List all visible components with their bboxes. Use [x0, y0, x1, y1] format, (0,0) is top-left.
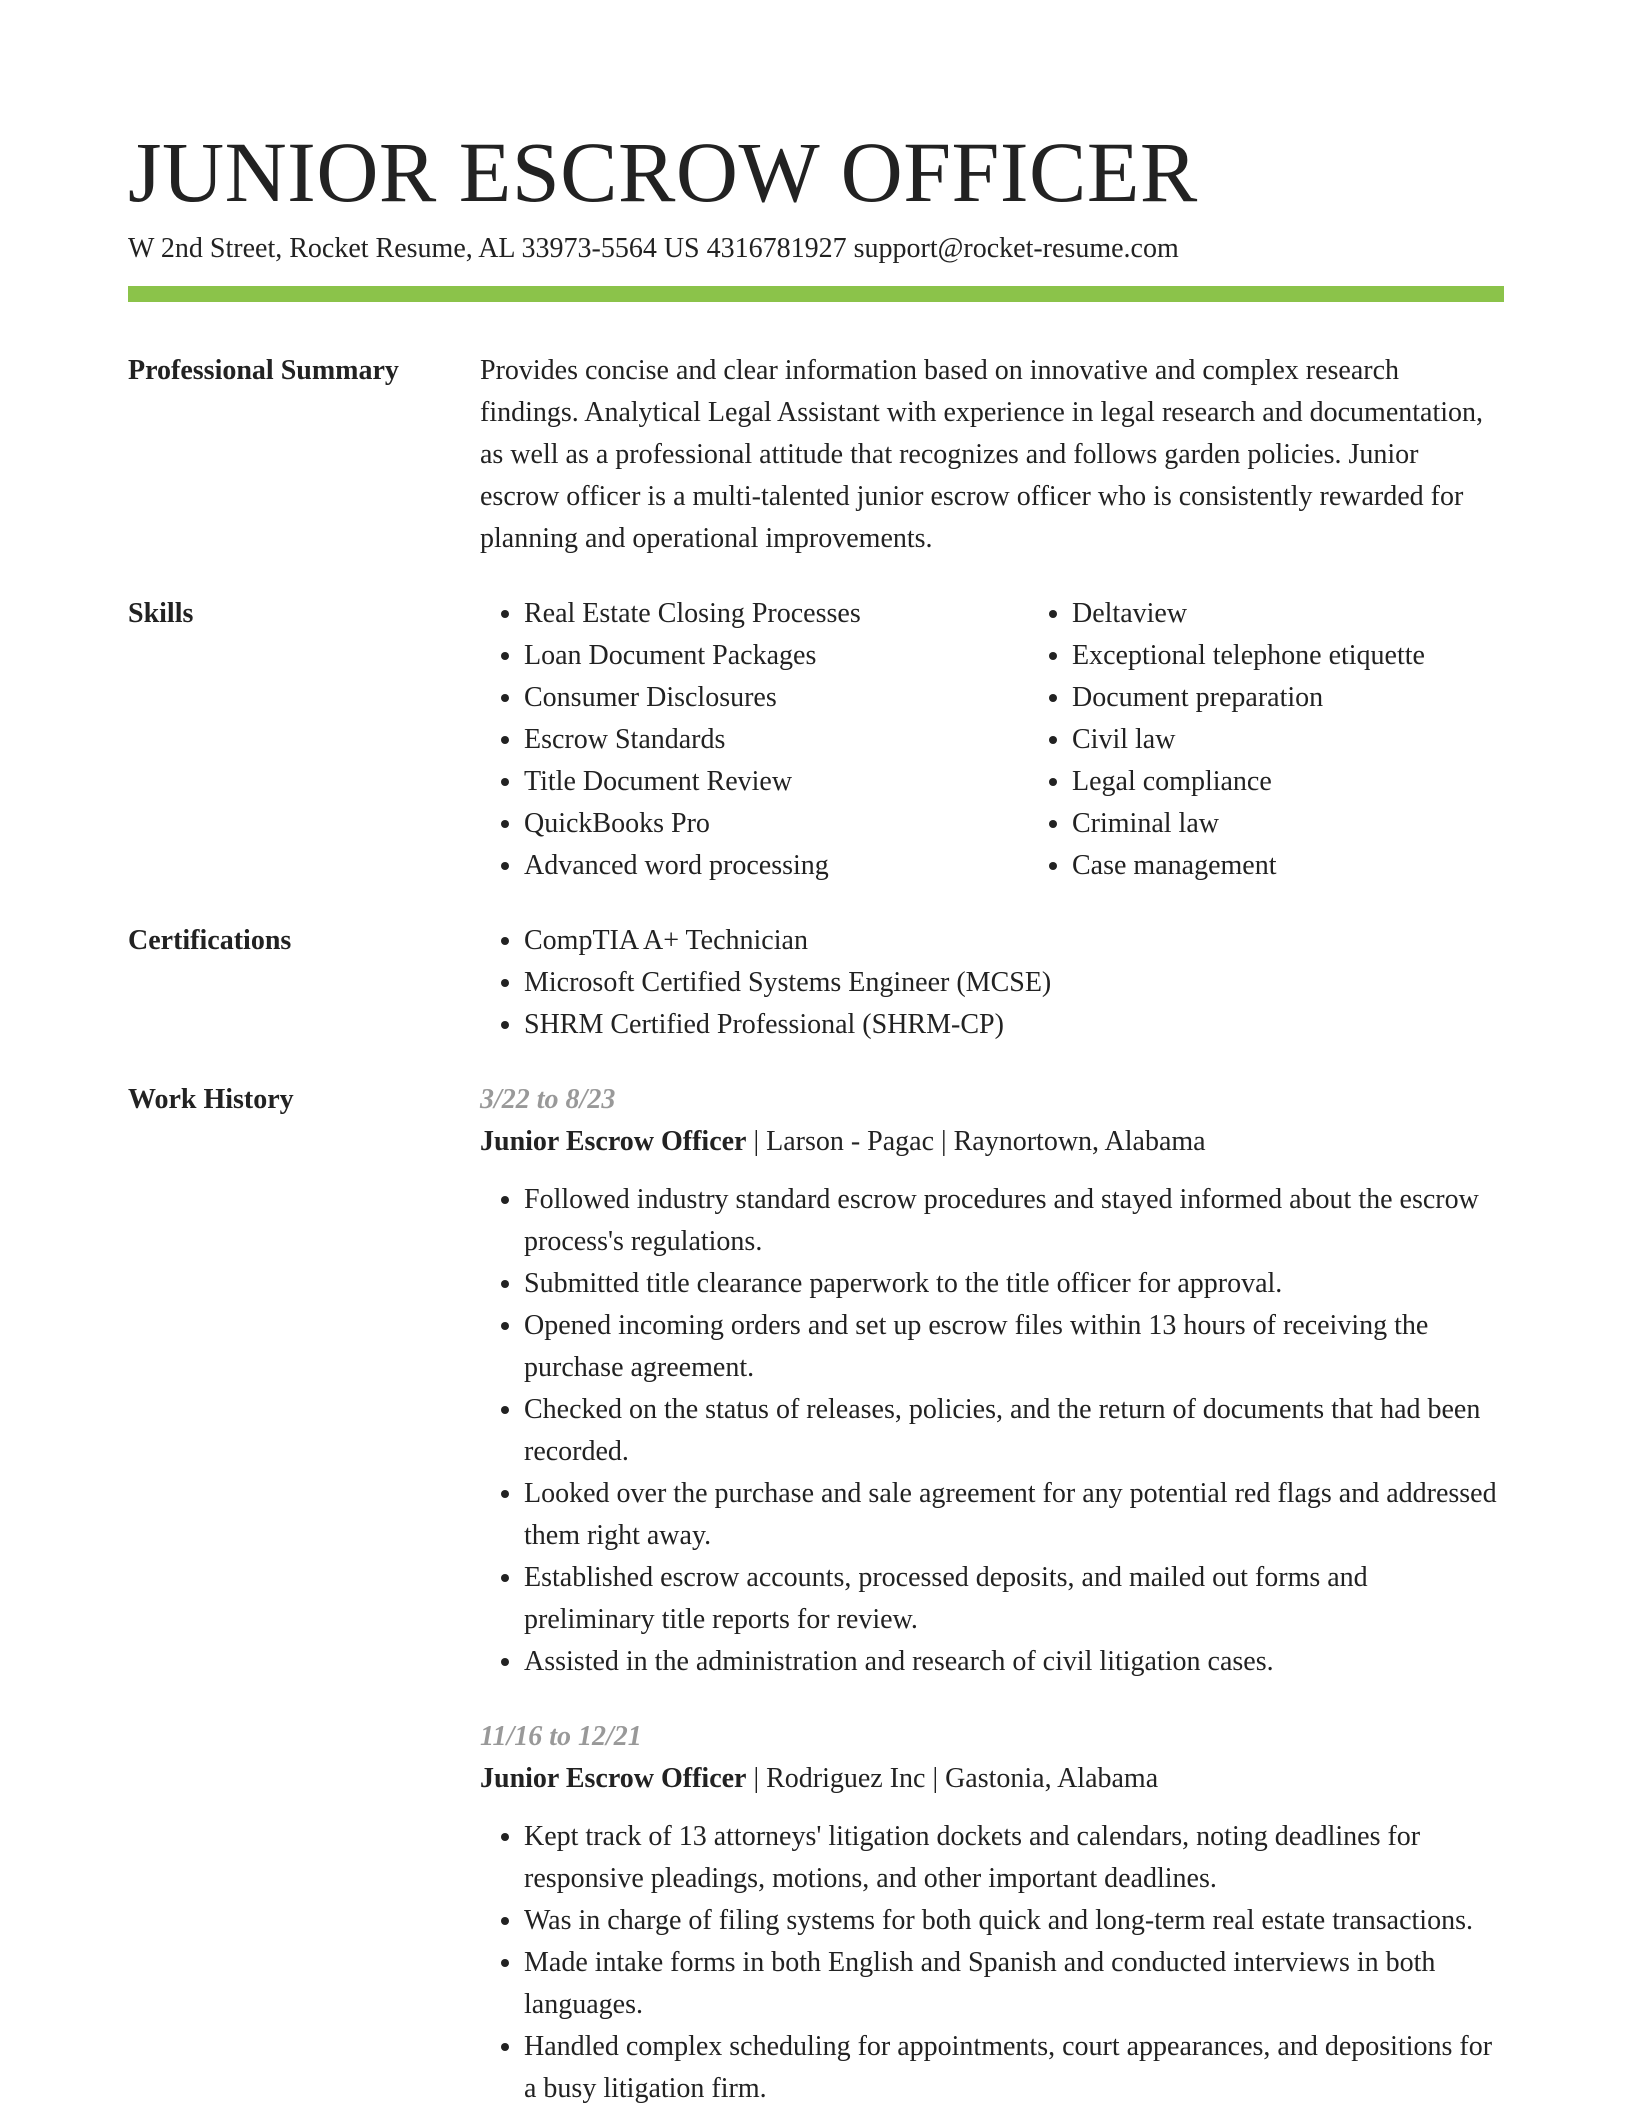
certifications-list — [480, 920, 1504, 1046]
job-bullet-list — [480, 1816, 1504, 2110]
skill-item: • QuickBooks Pro — [524, 803, 1028, 845]
job-title-line — [480, 1758, 1504, 1800]
job-bullet: • Assisted in the administration and research of civil litigation cases. — [524, 1641, 1504, 1683]
job-bullet: • Handled complex scheduling for appointments, court appearances, and depositions for a busy litigation firm. — [524, 2026, 1504, 2110]
section-label-certifications: Certifications — [128, 925, 292, 956]
job-bullet: • Submitted title clearance paperwork to the title officer for approval. — [524, 1263, 1504, 1305]
section-label-work-history: Work History — [128, 1084, 294, 1115]
section-label-summary: Professional Summary — [128, 355, 399, 386]
job-bullet: • Followed industry standard escrow procedures and stayed informed about the escrow process's regulations. — [524, 1179, 1504, 1263]
skill-item: • Civil law — [1072, 719, 1576, 761]
job-entry — [480, 1079, 1504, 1683]
skill-item: • Advanced word processing — [524, 845, 1028, 887]
job-dates: 11/16 to 12/21 — [480, 1721, 642, 1752]
job-bullet-list — [480, 1179, 1504, 1683]
skill-item: • Consumer Disclosures — [524, 677, 1028, 719]
skill-item: • Title Document Review — [524, 761, 1028, 803]
work-history-section — [128, 1079, 1504, 2110]
certification-item: • SHRM Certified Professional (SHRM-CP) — [524, 1004, 1504, 1046]
job-bullet: • Opened incoming orders and set up escrow files within 13 hours of receiving the purchase agreement. — [524, 1305, 1504, 1389]
job-bullet: • Established escrow accounts, processed deposits, and mailed out forms and preliminary title reports for review. — [524, 1557, 1504, 1641]
skill-item: • Deltaview — [1072, 593, 1576, 635]
professional-summary-section — [128, 350, 1504, 560]
job-bullet: • Looked over the purchase and sale agreement for any potential red flags and addressed them right away. — [524, 1473, 1504, 1557]
job-title: Junior Escrow Officer — [480, 1126, 747, 1157]
section-label-skills: Skills — [128, 598, 194, 629]
job-details: | Rodriguez Inc | Gastonia, Alabama — [746, 1763, 1159, 1794]
job-dates: 3/22 to 8/23 — [480, 1084, 616, 1115]
skills-section — [128, 593, 1504, 887]
job-details: | Larson - Pagac | Raynortown, Alabama — [746, 1126, 1206, 1157]
contact-line: W 2nd Street, Rocket Resume, AL 33973-5564 US 4316781927 support@rocket-resume.com — [128, 233, 1179, 264]
skill-item: • Document preparation — [1072, 677, 1576, 719]
skills-list-right — [1028, 593, 1576, 887]
certification-item: • Microsoft Certified Systems Engineer (MCSE) — [524, 962, 1504, 1004]
skill-item: • Escrow Standards — [524, 719, 1028, 761]
skill-item: • Case management — [1072, 845, 1576, 887]
summary-text: Provides concise and clear information based on innovative and complex research findings. Analytical Legal Assistant with experience in legal research and documentation, as well as a professional attitude that recognizes and follows garden policies. Junior escrow officer is a multi-talented junior escrow officer who is consistently rewarded for planning and operational improvements. — [480, 355, 1484, 554]
resume-sections — [128, 350, 1504, 2110]
job-bullet: • Checked on the status of releases, policies, and the return of documents that had been recorded. — [524, 1389, 1504, 1473]
resume-name: JUNIOR ESCROW OFFICER — [128, 124, 1198, 220]
certifications-section — [128, 920, 1504, 1046]
skill-item: • Loan Document Packages — [524, 635, 1028, 677]
job-title: Junior Escrow Officer — [480, 1763, 747, 1794]
skills-list-left — [480, 593, 1028, 887]
accent-divider — [128, 286, 1504, 302]
skill-item: • Real Estate Closing Processes — [524, 593, 1028, 635]
skill-item: • Legal compliance — [1072, 761, 1576, 803]
job-bullet: • Made intake forms in both English and Spanish and conducted interviews in both languages. — [524, 1942, 1504, 2026]
skill-item: • Exceptional telephone etiquette — [1072, 635, 1576, 677]
job-bullet: • Kept track of 13 attorneys' litigation dockets and calendars, noting deadlines for responsive pleadings, motions, and other important deadlines. — [524, 1816, 1504, 1900]
certification-item: • CompTIA A+ Technician — [524, 920, 1504, 962]
job-entry — [480, 1716, 1504, 2110]
job-title-line — [480, 1121, 1504, 1163]
skill-item: • Criminal law — [1072, 803, 1576, 845]
job-bullet: • Was in charge of filing systems for both quick and long-term real estate transactions. — [524, 1900, 1504, 1942]
